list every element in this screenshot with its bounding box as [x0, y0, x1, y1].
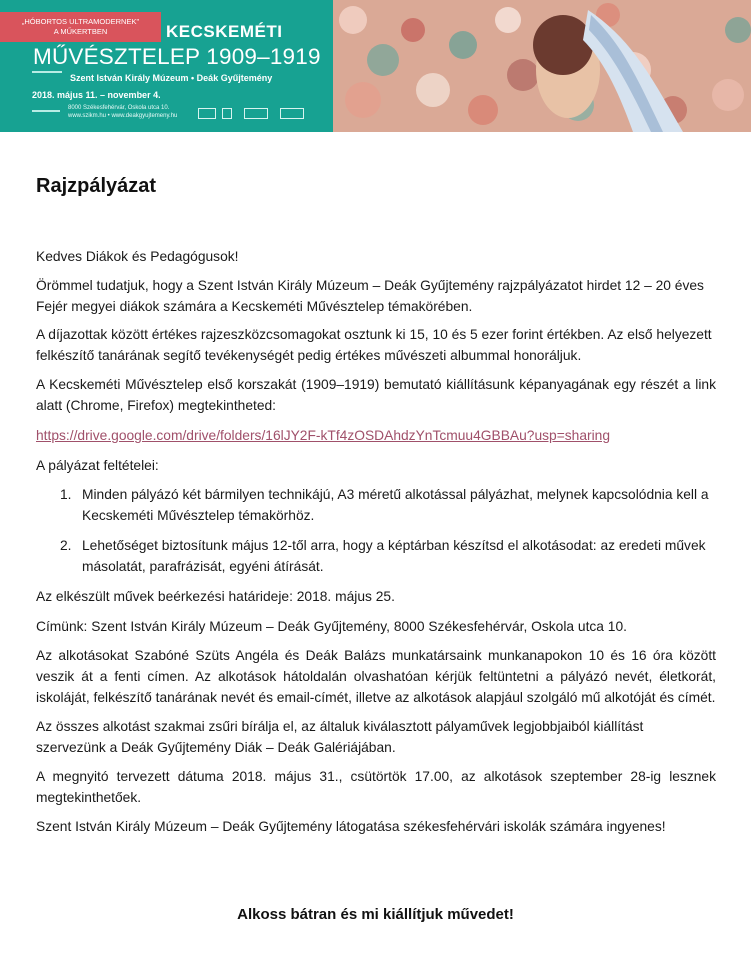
list-item-number: 1. [60, 487, 72, 502]
list-item-text: Minden pályázó két bármilyen technikájú, A3 méretű alkotással pályázhat, melynek kapcsolódnia kell a Kecskeméti Művésztelep témakörhöz. [82, 487, 709, 523]
gallery-link-line [36, 425, 716, 446]
banner-address-line2: www.szikm.hu • www.deakgyujtemeny.hu [68, 113, 178, 119]
closing-slogan: Alkoss bátran és mi kiállítjuk művedet! [237, 906, 514, 923]
banner-tag-line1: „HÓBORTOS ULTRAMODERNEK" [21, 17, 140, 26]
sponsor-logo [222, 108, 232, 119]
submission-paragraph: Az alkotásokat Szabóné Szüts Angéla és Deák Balázs munkatársaink munkanapokon 10 és 16 óra között veszik át a fenti címen. Az alkotások hátoldalán olvashatóan kérjük feltüntetni a pályázó nevét, életkorát, iskoláját, felkészítő tanárának nevét és email-címét, illetve az alkotások alapjául szolgáló mű alkotóját és címét. [36, 648, 716, 705]
sponsor-logo [198, 108, 216, 119]
list-item-text: Lehetőséget biztosítunk május 12-től arra, hogy a képtárban készítsd el alkotásodat: az eredeti művek másolatát, parafrázisát, egyéni átírását. [82, 538, 706, 574]
gallery-link[interactable]: https://drive.google.com/drive/folders/16lJY2F-kTf4zOSDAhdzYnTcmuu4GBBAu?usp=sharing [36, 428, 610, 443]
banner-tag-line2: A MŰKERTBEN [53, 27, 108, 36]
intro-paragraph: Örömmel tudatjuk, hogy a Szent István Király Múzeum – Deák Gyűjtemény rajzpályázatot hirdet 12 – 20 éves Fejér megyei diákok számára a Kecskeméti Művésztelep témakörében. [36, 278, 704, 314]
banner-tag [0, 12, 161, 42]
banner-address [68, 104, 177, 120]
opening-paragraph: A megnyitó tervezett dátuma 2018. május 31., csütörtök 17.00, az alkotások szeptember 28-ig lesznek megtekinthetőek. [36, 769, 716, 805]
banner-divider [32, 110, 60, 112]
exhibition-paragraph: A Kecskeméti Művésztelep első korszakát (1909–1919) bemutató kiállításunk képanyagának egy részét a link alatt (Chrome, Firefox) megtekintheted: [36, 377, 716, 413]
address-paragraph: Címünk: Szent István Király Múzeum – Deák Gyűjtemény, 8000 Székesfehérvár, Oskola utca 10. [36, 619, 627, 634]
banner-subtitle: Szent István Király Múzeum • Deák Gyűjtemény [70, 73, 273, 83]
conditions-heading: A pályázat feltételei: [36, 458, 159, 473]
banner-divider [32, 71, 62, 73]
banner-address-line1: 8000 Székesfehérvár, Oskola utca 10. [68, 105, 170, 111]
sponsor-logo [244, 108, 268, 119]
banner-painting-image [333, 0, 751, 132]
jury-paragraph: Az összes alkotást szakmai zsűri bírálja el, az általuk kiválasztott pályaművek legjobbjaiból kiállítást szervezünk a Deák Gyűjtemény Diák – Deák Galériájában. [36, 719, 644, 755]
banner-text-panel [0, 0, 333, 132]
list-item-number: 2. [60, 538, 72, 553]
page-title: Rajzpályázat [36, 175, 157, 197]
exhibition-banner [0, 0, 751, 132]
sponsor-logo [280, 108, 304, 119]
greeting: Kedves Diákok és Pedagógusok! [36, 249, 239, 264]
banner-title-line1: KECSKEMÉTI [166, 22, 283, 41]
banner-title-line2: MŰVÉSZTELEP 1909–1919 [33, 44, 321, 69]
banner-dates: 2018. május 11. – november 4. [32, 90, 161, 100]
deadline-paragraph: Az elkészült művek beérkezési határideje: 2018. május 25. [36, 589, 395, 604]
prizes-paragraph: A díjazottak között értékes rajzeszközcsomagokat osztunk ki 15, 10 és 5 ezer forint értékben. Az első helyezett felkészítő tanárának segítő tevékenységét pedig értékes művészeti albummal honoráljuk. [36, 327, 712, 363]
free-visit-paragraph: Szent István Király Múzeum – Deák Gyűjtemény látogatása székesfehérvári iskolák számára ingyenes! [36, 819, 666, 834]
